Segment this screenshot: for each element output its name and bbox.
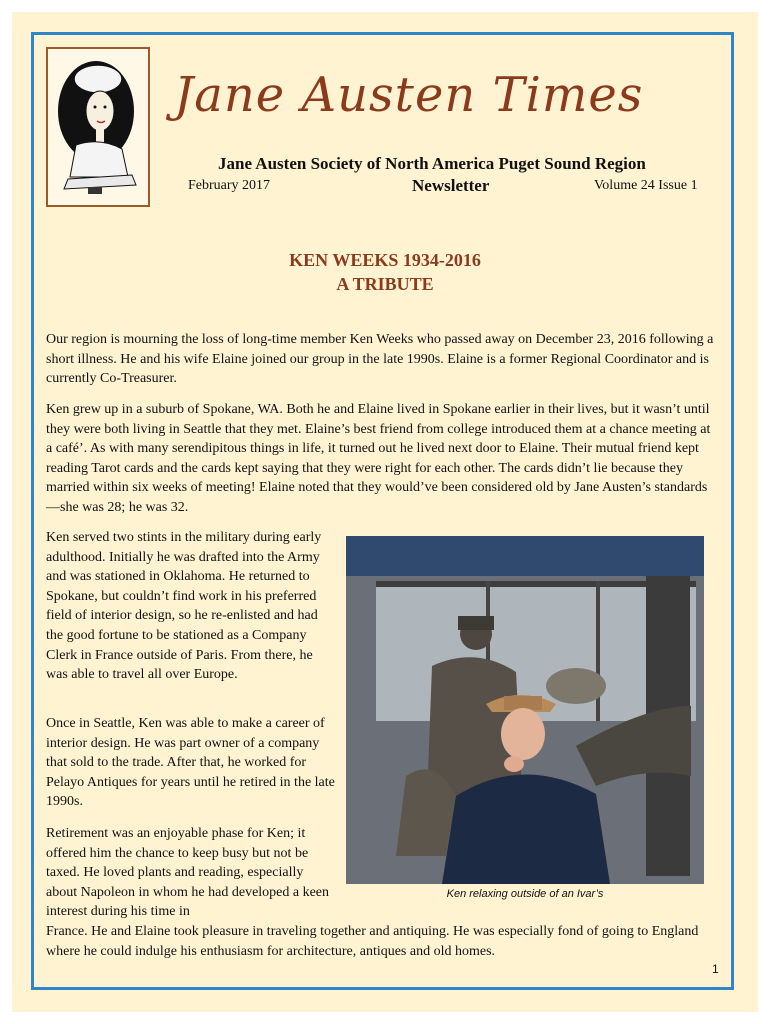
- article-paragraph: Ken served two stints in the military during early adulthood. Initially he was drafted into the Army and was stationed in Oklahoma. He returned to Spokane, but couldn’t find work in his preferred field of interior design, so he re-enlisted and had the good fortune to be stationed as a Company Clerk in France outside of Paris. From there, he was able to travel all over Europe.: [46, 530, 322, 683]
- article-paragraph: Ken grew up in a suburb of Spokane, WA. Both he and Elaine lived in Spokane earlier in their lives, but it wasn’t until they were both living in Seattle that they met. Elaine’s best friend from college introduced them at a chance meeting at a café’. As with many serendipitous things in life, it turned out he lived next door to Elaine. Their mutual friend kept reading Tarot cards and the cards kept saying that they were right for each other. The cards didn’t lie because they married within six weeks of meeting! Elaine noted that they would’ve been considered old by Jane Austen’s standards—she was 28; he was 32.: [46, 402, 711, 515]
- page-number: 1: [712, 962, 719, 976]
- society-name: Jane Austen Society of North America Puget Sound Region: [218, 154, 646, 173]
- newsletter-page: [12, 12, 758, 1012]
- article-paragraph: Our region is mourning the loss of long-time member Ken Weeks who passed away on December 23, 2016 following a short illness. He and his wife Elaine joined our group in the late 1990s. Elaine is a former Regional Coordinator and is currently Co-Treasurer.: [46, 332, 714, 387]
- newsletter-label: Newsletter: [412, 176, 490, 195]
- article-subheadline: A TRIBUTE: [336, 274, 434, 294]
- article-paragraph: France. He and Elaine took pleasure in traveling together and antiquing. He was especially fond of going to England where he could indulge his enthusiasm for architecture, antiques and old homes.: [46, 924, 699, 959]
- photo-caption: Ken relaxing outside of an Ivar’s: [446, 888, 604, 900]
- issue-date: February 2017: [188, 178, 271, 193]
- masthead-title: Jane Austen Times: [174, 67, 644, 123]
- volume-issue: Volume 24 Issue 1: [594, 178, 698, 193]
- ken-photo: [346, 536, 704, 884]
- article-paragraph: Retirement was an enjoyable phase for Ken; it offered him the chance to keep busy but not be taxed. He loved plants and reading, especially about Napoleon in whom he had developed a keen interest during his time in: [46, 826, 330, 920]
- jane-austen-portrait-logo: [46, 47, 150, 207]
- article-paragraph: Once in Seattle, Ken was able to make a career of interior design. He was part owner of a company that sold to the trade. After that, he worked for Pelayo Antiques for years until he retired in the late 1990s.: [46, 716, 335, 810]
- article-headline: KEN WEEKS 1934-2016: [289, 250, 481, 270]
